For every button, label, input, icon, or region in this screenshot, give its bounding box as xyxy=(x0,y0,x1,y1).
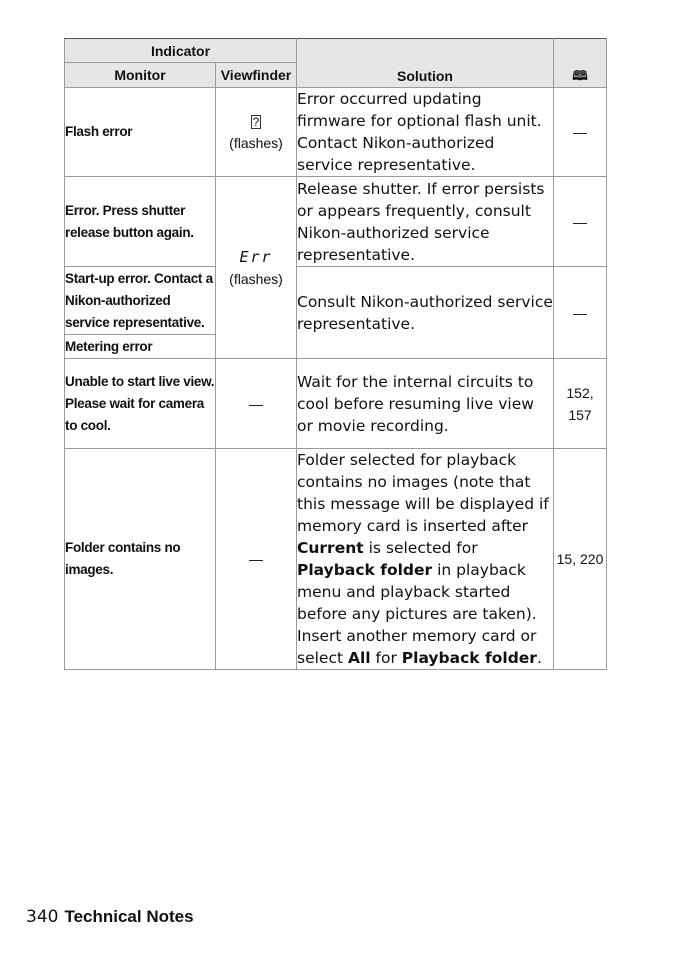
solution-text: Consult Nikon-authorized service representative. xyxy=(297,267,554,359)
page-reference: 152, 157 xyxy=(554,359,607,449)
monitor-message: Start-up error. Contact a Nikon-authorized service representative. xyxy=(65,267,216,335)
table-row-startup-error xyxy=(65,267,607,335)
viewfinder-indicator xyxy=(216,88,297,177)
table-row-flash-error xyxy=(65,88,607,177)
solution-text: Folder selected for playback contains no images (note that this message will be displayed if memory card is inserted after Current is selected for Playback folder in playback menu and playback started before any pictures are taken). Insert another memory card or select All for Playback folder. xyxy=(297,449,554,670)
page-footer xyxy=(26,904,194,930)
flash-error-icon: ? xyxy=(252,115,260,129)
err-symbol: Err xyxy=(239,247,273,266)
menu-option-name: Current xyxy=(297,539,364,557)
flashes-note: (flashes) xyxy=(229,270,283,287)
viewfinder-indicator xyxy=(216,177,297,359)
table-row-press-shutter xyxy=(65,177,607,267)
monitor-message-line: Unable to start live view. xyxy=(65,373,215,389)
menu-option-name: All xyxy=(347,649,371,667)
table-row-folder-empty xyxy=(65,449,607,670)
reference-header xyxy=(554,39,607,88)
solution-text: Release shutter. If error persists or appears frequently, consult Nikon-authorized service representative. xyxy=(297,177,554,267)
page-reference: — xyxy=(554,267,607,359)
menu-item-name: Playback folder xyxy=(401,649,537,667)
page-reference: 15, 220 xyxy=(554,449,607,670)
flashes-note: (flashes) xyxy=(229,135,283,151)
monitor-message: Folder contains no images. xyxy=(65,449,216,670)
page-number: 340 xyxy=(26,907,59,927)
monitor-message: Flash error xyxy=(65,88,216,177)
header-row-top xyxy=(65,39,607,63)
solution-header: Solution xyxy=(297,39,554,88)
section-title: Technical Notes xyxy=(64,907,194,926)
viewfinder-indicator: — xyxy=(216,359,297,449)
monitor-header: Monitor xyxy=(65,63,216,88)
solution-text: Wait for the internal circuits to cool before resuming live view or movie recording. xyxy=(297,359,554,449)
monitor-message xyxy=(65,359,216,449)
page-reference: — xyxy=(554,177,607,267)
viewfinder-indicator: — xyxy=(216,449,297,670)
solution-text: Error occurred updating firmware for optional flash unit. Contact Nikon-authorized service representative. xyxy=(297,88,554,177)
indicator-header: Indicator xyxy=(65,39,297,63)
monitor-message-line: Please wait for camera to cool. xyxy=(65,395,204,433)
menu-item-name: Playback folder xyxy=(297,561,433,579)
viewfinder-header: Viewfinder xyxy=(216,63,297,88)
error-messages-table xyxy=(64,38,607,670)
monitor-message: Error. Press shutter release button again. xyxy=(65,177,216,267)
page-reference: — xyxy=(554,88,607,177)
monitor-message: Metering error xyxy=(65,335,216,359)
book-icon: 🕮 xyxy=(572,68,588,83)
table-row-live-view xyxy=(65,359,607,449)
